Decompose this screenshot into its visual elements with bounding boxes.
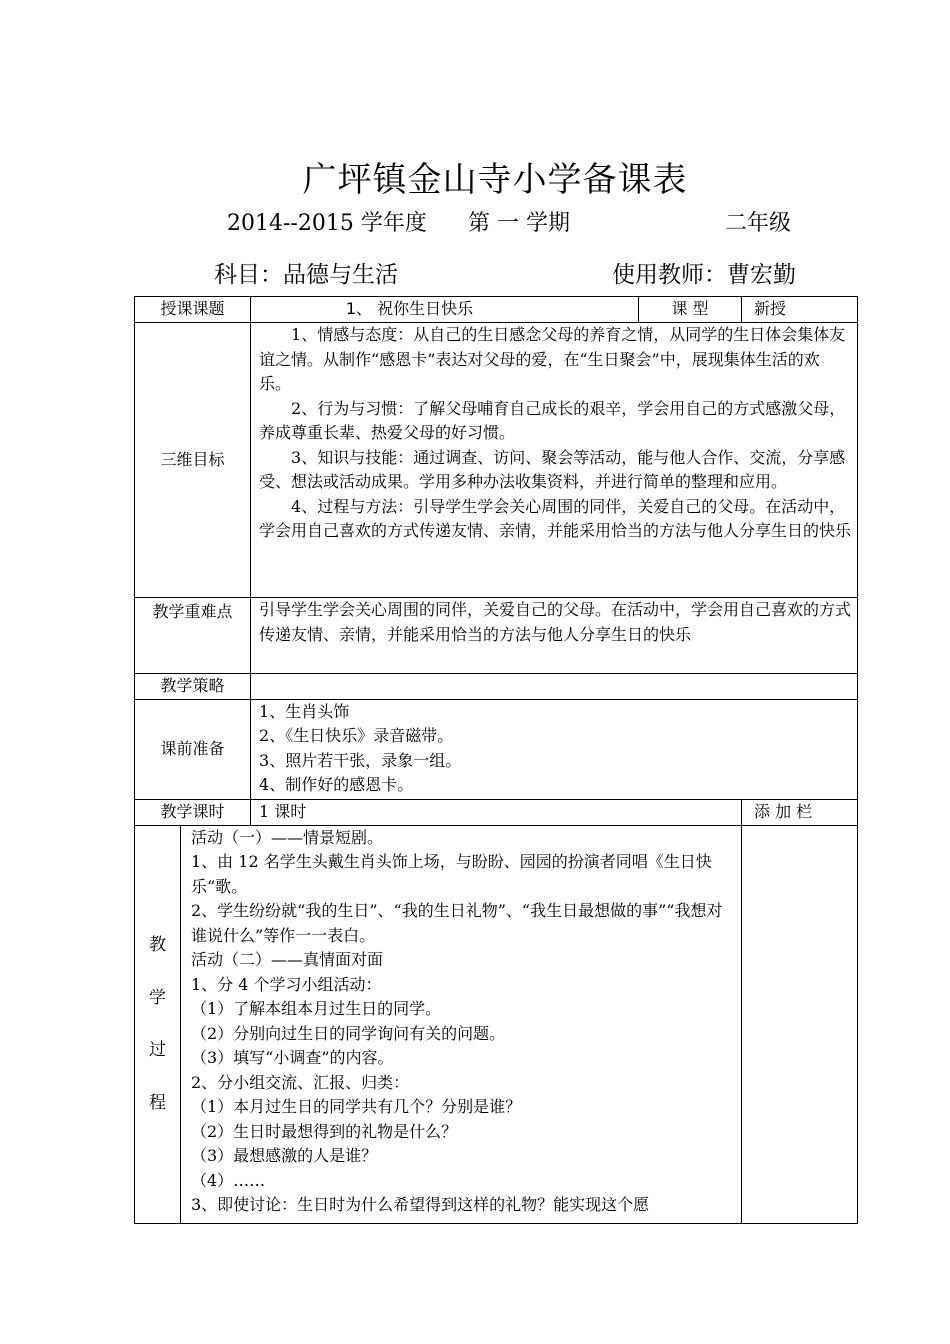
subject: 科目：品德与生活 (214, 262, 398, 288)
goal-emotion: 1、情感与态度：从自己的生日感念父母的养育之情，从同学的生日体会集体友谊之情。从制作“感恩卡”表达对父母的爱，在“生日聚会”中，展现集体生活的欢乐。 (259, 325, 846, 393)
key-row (135, 598, 858, 674)
process-label (135, 825, 181, 1223)
strategy-label: 教学策略 (135, 674, 251, 700)
goals-row (135, 323, 858, 598)
process-line: 1、分 4 个学习小组活动： (191, 974, 382, 994)
prep-item: 4、制作好的感恩卡。 (259, 775, 414, 794)
process-line: 活动（一）——情景短剧。 (191, 827, 384, 847)
process-label-char: 程 (149, 1092, 166, 1113)
process-row (135, 825, 858, 1223)
topic-value: 1、 祝你生日快乐 (251, 297, 639, 323)
type-value: 新授 (742, 297, 858, 323)
process-line: （3）填写“小调查”的内容。 (191, 1048, 394, 1067)
process-line: 3、即使讨论：生日时为什么希望得到这样的礼物？能实现这个愿 (191, 1195, 650, 1214)
type-label: 课 型 (639, 297, 742, 323)
grade: 二年级 (725, 211, 792, 236)
prep-item: 1、生肖头饰 (259, 701, 350, 721)
semester: 第 一 学期 (468, 211, 570, 236)
process-line: 1、由 12 名学生头戴生肖头饰上场，与盼盼、园园的扮演者同唱《生日快乐“歌。 (191, 852, 712, 896)
key-value: 引导学生学会关心周围的同伴，关爱自己的父母。在活动中，学会用自己喜欢的方式传递友情、亲情，并能采用恰当的方法与他人分享生日的快乐 (251, 598, 858, 674)
prep-row (135, 699, 858, 799)
strategy-row (135, 674, 858, 700)
process-line: 2、学生纷纷就“我的生日”、“我的生日礼物”、“我生日最想做的事”“我想对谁说什么”等作一一表白。 (191, 901, 723, 945)
goals-label: 三维目标 (135, 323, 251, 598)
lesson-plan-table (134, 296, 858, 1224)
topic-row (135, 297, 858, 323)
goal-process: 4、过程与方法：引导学生学会关心周围的同伴，关爱自己的父母。在活动中，学会用自己喜欢的方式传递友情、亲情，并能采用恰当的方法与他人分享生日的快乐 (259, 496, 852, 540)
goals-content (251, 323, 858, 598)
goal-behavior: 2、行为与习惯：了解父母哺育自己成长的艰辛，学会用自己的方式感激父母，养成尊重长辈、热爱父母的好习惯。 (259, 398, 846, 442)
prep-content (251, 699, 858, 799)
prep-label: 课前准备 (135, 699, 251, 799)
term-line (0, 206, 950, 240)
process-line: （1）本月过生日的同学共有几个？分别是谁？ (191, 1097, 522, 1116)
subject-line (0, 256, 950, 290)
hours-row (135, 799, 858, 825)
hours-label: 教学课时 (135, 799, 251, 825)
teacher: 使用教师：曹宏勤 (612, 262, 796, 288)
process-line: 活动（二）——真情面对面 (191, 950, 384, 969)
page-title: 广坪镇金山寺小学备课表 (302, 160, 688, 200)
process-content (181, 825, 742, 1223)
hours-value: 1 课时 (251, 799, 742, 825)
key-label: 教学重难点 (135, 598, 251, 674)
topic-label: 授课课题 (135, 297, 251, 323)
process-label-char: 学 (149, 987, 166, 1008)
strategy-value (251, 674, 858, 700)
process-line: （2）分别向过生日的同学询问有关的问题。 (191, 1023, 506, 1043)
process-label-char: 教 (149, 935, 166, 955)
extra-label: 添 加 栏 (742, 799, 858, 825)
process-line: （3）最想感激的人是谁？ (191, 1146, 378, 1165)
process-line: （4）…… (191, 1170, 266, 1190)
school-year: 2014--2015 学年度 (227, 211, 427, 236)
goal-knowledge: 3、知识与技能：通过调查、访问、聚会等活动，能与他人合作、交流，分享感受、想法或活动成果。学用多种办法收集资料，并进行简单的整理和应用。 (259, 447, 846, 491)
process-line: （1）了解本组本月过生日的同学。 (191, 999, 442, 1018)
extra-column (742, 825, 858, 1223)
prep-item: 2、《生日快乐》录音磁带。 (259, 726, 454, 745)
process-line: （2）生日时最想得到的礼物是什么？ (191, 1121, 458, 1141)
process-line: 2、分小组交流、汇报、归类： (191, 1072, 410, 1092)
prep-item: 3、照片若干张，录象一组。 (259, 750, 462, 770)
process-label-char: 过 (149, 1040, 166, 1060)
